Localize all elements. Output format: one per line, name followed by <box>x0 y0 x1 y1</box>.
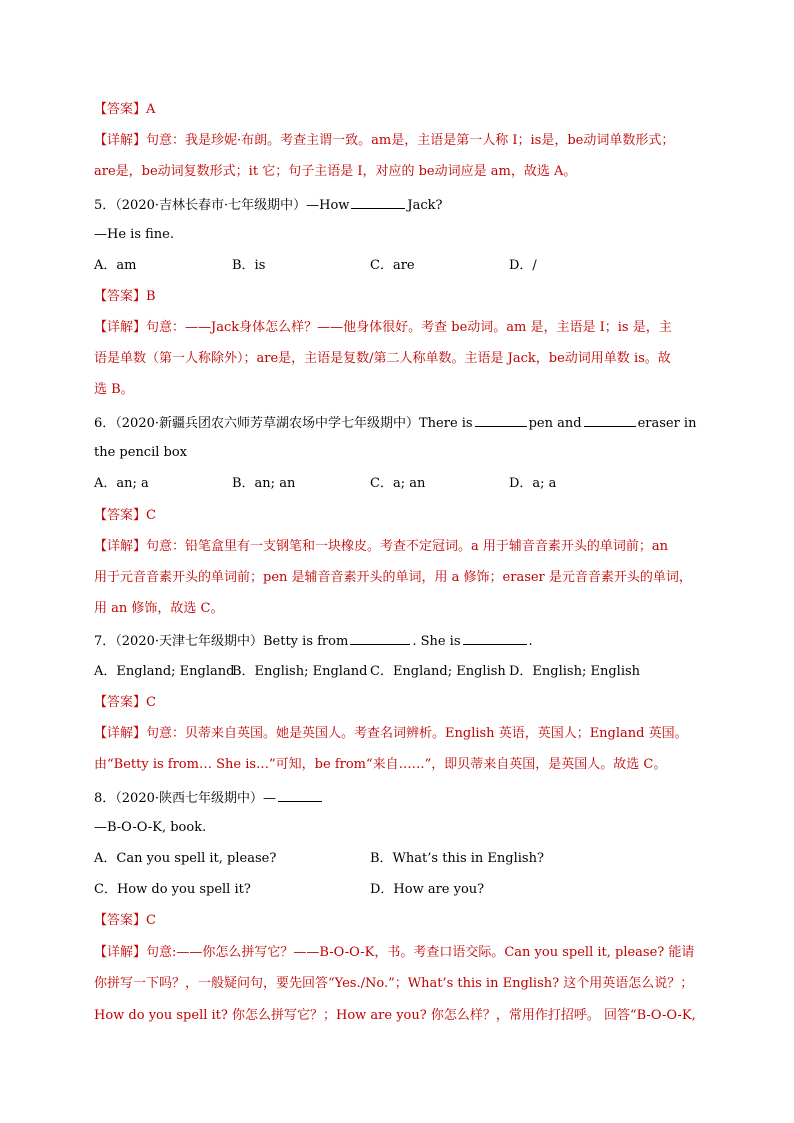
q7-stem <box>94 630 706 652</box>
q6-option-d: D．a; a <box>509 476 557 491</box>
q6-answer-line <box>94 506 706 526</box>
q8-answer-line <box>94 911 706 931</box>
q4-answer-line <box>94 100 706 120</box>
q8-stem <box>94 787 706 809</box>
answer-blank <box>351 194 405 209</box>
q5-option-c: C．are <box>370 258 415 273</box>
q8-option-d: D．How are you? <box>370 882 485 897</box>
answer-blank <box>584 412 636 427</box>
q6-stem-b: pen and <box>528 416 582 431</box>
q7-detail-line-1 <box>94 724 706 744</box>
answer-blank <box>350 630 410 645</box>
q8-detail-line-1 <box>94 943 706 963</box>
answer-value: C <box>146 695 156 710</box>
q5-option-a: A．am <box>94 258 137 273</box>
answer-blank <box>475 412 527 427</box>
q8-detail-line-2: 你拼写一下吗？，一般疑问句，要先回答“Yes./No.”；What’s this in English? 这个用英语怎么说？； <box>94 976 694 991</box>
q6-detail-line-1 <box>94 537 706 557</box>
q5-detail-line-3: 选 B。 <box>94 382 134 397</box>
answer-tag: 【答案】 <box>94 289 147 304</box>
q5-option-b: B．is <box>232 258 266 273</box>
answer-tag: 【答案】 <box>94 695 147 710</box>
q8-detail-line-3: How do you spell it? 你怎么拼写它？；How are you? 你怎么样？，常用作打招呼。 回答“B-O-O-K, <box>94 1008 696 1023</box>
q4-detail-line-2: are是，be动词复数形式；it 它；句子主语是 I，对应的 be动词应是 am，故选 A。 <box>94 164 577 179</box>
detail-text: 句意：铅笔盒里有一支钢笔和一块橡皮。考查不定冠词。a 用于辅音音素开头的单词前；an <box>146 539 669 554</box>
q5-stem <box>94 194 706 216</box>
q7-option-b: B．English; England <box>232 664 368 679</box>
answer-tag: 【答案】 <box>94 508 147 523</box>
q7-stem-a: 7．（2020·天津七年级期中）Betty is from <box>94 634 349 649</box>
q7-option-c: C．England; English <box>370 664 506 679</box>
q8-option-c: C．How do you spell it? <box>94 882 251 897</box>
detail-tag: 【详解】 <box>94 539 147 554</box>
q5-line-2: —He is fine. <box>94 227 174 242</box>
answer-value: B <box>146 289 156 304</box>
detail-tag: 【详解】 <box>94 320 147 335</box>
q5-stem-b: Jack? <box>407 198 443 213</box>
detail-tag: 【详解】 <box>94 945 147 960</box>
answer-value: C <box>146 508 156 523</box>
q7-option-a: A．England; England <box>94 664 235 679</box>
q7-stem-b: . She is <box>412 634 461 649</box>
q6-line-2: the pencil box <box>94 445 188 460</box>
q7-answer-line <box>94 693 706 713</box>
q6-option-c: C．a; an <box>370 476 426 491</box>
detail-text: 句意：贝蒂来自英国。她是英国人。考查名词辨析。English 英语，英国人；England 英国。 <box>146 726 688 741</box>
answer-tag: 【答案】 <box>94 102 147 117</box>
detail-tag: 【详解】 <box>94 133 147 148</box>
q8-stem-a: 8．（2020·陕西七年级期中）— <box>94 791 276 806</box>
q5-stem-a: 5．（2020·吉林长春市·七年级期中）—How <box>94 198 350 213</box>
q6-option-a: A．an; a <box>94 476 149 491</box>
q6-stem-a: 6．（2020·新疆兵团农六师芳草湖农场中学七年级期中）There is <box>94 416 473 431</box>
q6-detail-line-2: 用于元音音素开头的单词前；pen 是辅音音素开头的单词，用 a 修饰；eraser 是元音音素开头的单词， <box>94 570 692 585</box>
q5-option-d: D．/ <box>509 258 537 273</box>
q4-detail-line-1 <box>94 131 706 151</box>
detail-text: 句意:——你怎么拼写它？——B-O-O-K，书。考查口语交际。Can you spell it, please? 能请 <box>146 945 695 960</box>
q5-detail-line-1 <box>94 318 706 338</box>
answer-value: A <box>146 102 156 117</box>
answer-blank <box>278 787 322 802</box>
q6-detail-line-3: 用 an 修饰，故选 C。 <box>94 601 224 616</box>
q7-option-d: D．English; English <box>509 664 641 679</box>
answer-blank <box>463 630 527 645</box>
q8-option-a: A．Can you spell it, please? <box>94 851 277 866</box>
answer-tag: 【答案】 <box>94 913 147 928</box>
q5-answer-line <box>94 287 706 307</box>
q8-line-2: —B-O-O-K, book. <box>94 820 207 835</box>
q8-option-b: B．What’s this in English? <box>370 851 544 866</box>
q5-detail-line-2: 语是单数（第一人称除外）；are是，主语是复数/第二人称单数。主语是 Jack，be动词用单数 is。故 <box>94 351 671 366</box>
q7-detail-line-2: 由“Betty is from… She is…”可知，be from“来自……”，即贝蒂来自英国，是英国人。故选 C。 <box>94 757 667 772</box>
answer-value: C <box>146 913 156 928</box>
detail-text: 句意：我是珍妮·布朗。考查主谓一致。am是，主语是第一人称 I；is是，be动词单数形式； <box>146 133 675 148</box>
detail-tag: 【详解】 <box>94 726 147 741</box>
q6-stem <box>94 412 706 434</box>
q6-stem-c: eraser in <box>637 416 697 431</box>
q6-option-b: B．an; an <box>232 476 296 491</box>
q7-stem-c: . <box>528 634 533 649</box>
detail-text: 句意：——Jack身体怎么样？——他身体很好。考查 be动词。am 是，主语是 I；is 是，主 <box>146 320 672 335</box>
